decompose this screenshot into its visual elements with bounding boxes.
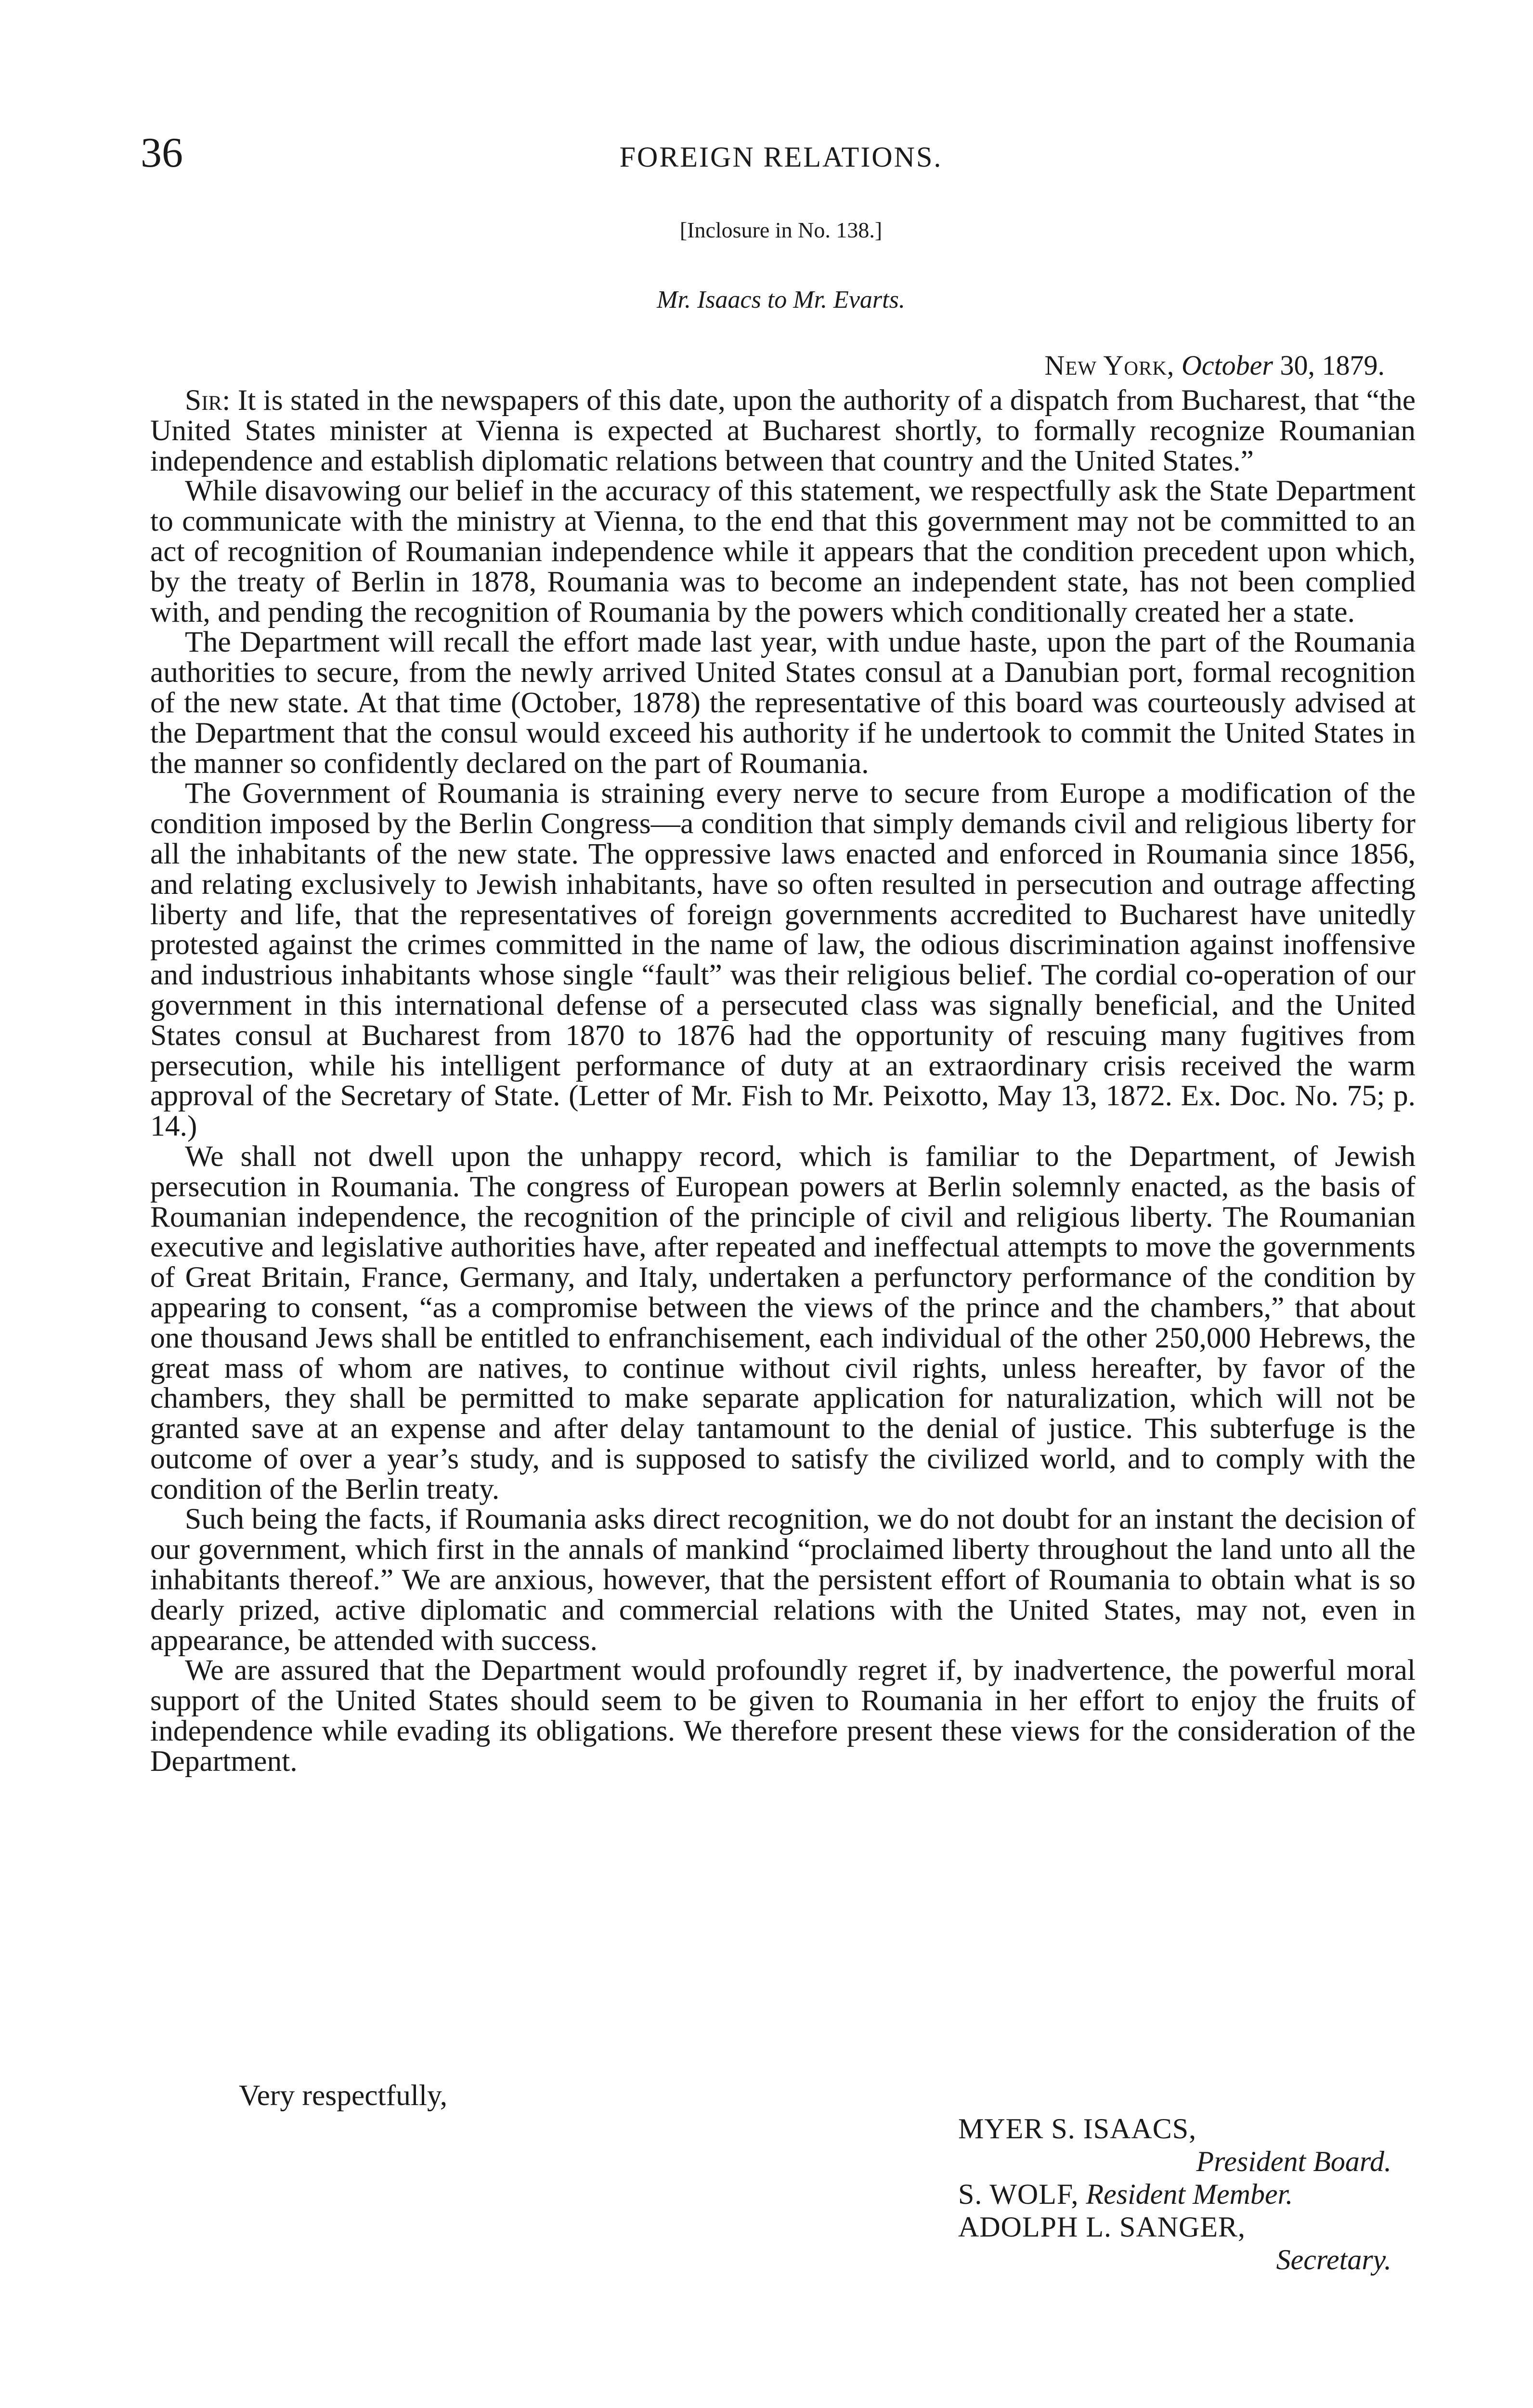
page-number: 36 [141,130,183,176]
letter-body [150,385,1416,1777]
salutation: Sir: [185,384,231,417]
dateline-day-year: 30, 1879. [1280,350,1385,381]
paragraph-3: The Department will recall the effort made last year, with undue haste, upon the part of the Roumania authorities to secure, from the newly arrived United States consul at a Danubian port, formal recognition of the new state. At that time (October, 1878) the representative of this board was courteously advised at the Department that the consul would exceed his authority if he undertook to commit the United States in the manner so confidently declared on the part of Roumania. [150,626,1416,780]
paragraph-6: Such being the facts, if Roumania asks direct recognition, we do not doubt for an instant the decision of our government, which first in the annals of mankind “proclaimed liberty throughout the land unto all the inhabitants thereof.” We are anxious, however, that the persistent effort of Roumania to obtain what is so dearly prized, active diplomatic and commercial relations with the United States, may not, even in appearance, be attended with success. [150,1503,1416,1657]
paragraph-4: The Government of Roumania is straining every nerve to secure from Europe a modification of the condition imposed by the Berlin Congress—a condition that simply demands civil and religious liberty for all the inhabitants of the new state. The oppressive laws enacted and enforced in Roumania since 1856, and relating exclusively to Jewish inhabitants, have so often resulted in persecution and outrage affecting liberty and life, that the representatives of foreign governments accredited to Bucharest have unitedly protested against the crimes committed in the name of law, the odious discrimination against inoffensive and industrious inhabitants whose single “fault” was their religious belief. The cordial co-operation of our government in this international defense of a persecuted class was signally beneficial, and the United States consul at Bucharest from 1870 to 1876 had the opportunity of rescuing many fugitives from persecution, while his intelligent performance of duty at an extraordinary crisis received the warm approval of the Secretary of State. (Letter of Mr. Fish to Mr. Peixotto, May 13, 1872. Ex. Doc. No. 75; p. 14.) [150,777,1416,1143]
inclosure-note: [Inclosure in No. 138.] [679,218,883,242]
dateline [1045,349,1385,382]
dateline-city: New York, [1044,350,1175,381]
paragraph-1 [150,385,1416,476]
signatory-title: Secretary. [1276,2244,1391,2276]
paragraph-2: While disavowing our belief in the accuracy of this statement, we respectfully ask the State Department to communicate with the ministry at Vienna, to the end that this government may not be committed to an act of recognition of Roumanian independence while it appears that the condition precedent upon which, by the treaty of Berlin in 1878, Roumania was to become an independent state, has not been complied with, and pending the recognition of Roumania by the powers which conditionally created her a state. [150,474,1416,628]
paragraph-5: We shall not dwell upon the unhappy record, which is familiar to the Department, of Jewish persecution in Roumania. The congress of European powers at Berlin solemnly enacted, as the basis of Roumanian independence, the recognition of the principle of civil and religious liberty. The Roumanian executive and legislative authorities have, after repeated and ineffectual attempts to move the governments of Great Britain, France, Germany, and Italy, undertaken a perfunctory performance of the condition by appearing to consent, “as a compromise between the views of the prince and the chambers,” that about one thousand Jews shall be entitled to enfranchisement, each individual of the other 250,000 Hebrews, the great mass of whom are natives, to continue without civil rights, unless hereafter, by favor of the chambers, they shall be permitted to make separate application for naturalization, which will not be granted save at an expense and after delay tantamount to the denial of justice. This subterfuge is the outcome of over a year’s study, and is supposed to satisfy the civilized world, and to comply with the condition of the Berlin treaty. [150,1139,1416,1505]
paragraph-text: It is stated in the newspapers of this date, upon the authority of a dispatch from Bucharest, that “the United States minister at Vienna is expected at Bucharest shortly, to formally recognize Roumanian independence and establish diplomatic relations between that country and the United States.” [150,384,1416,477]
paragraph-7: We are assured that the Department would profoundly regret if, by inadvertence, the powerful moral support of the United States should seem to be given to Roumania in her effort to enjoy the fruits of independence while evading its obligations. We therefore present these views for the consideration of the Department. [150,1654,1416,1778]
signatory-line [958,2178,1391,2211]
closing: Very respectfully, [239,2079,448,2112]
running-title: FOREIGN RELATIONS. [619,141,943,173]
signature-block [958,2112,1391,2276]
signatory-name: S. WOLF, [958,2178,1079,2210]
dateline-month: October [1181,350,1273,381]
signatory-title: Resident Member. [1086,2178,1293,2210]
running-head [141,129,1421,187]
signatory-name: ADOLPH L. SANGER, [958,2211,1246,2243]
signatory-title: President Board. [1196,2146,1391,2177]
letter-heading: Mr. Isaacs to Mr. Evarts. [657,286,905,314]
signatory-name: MYER S. ISAACS, [958,2113,1197,2145]
